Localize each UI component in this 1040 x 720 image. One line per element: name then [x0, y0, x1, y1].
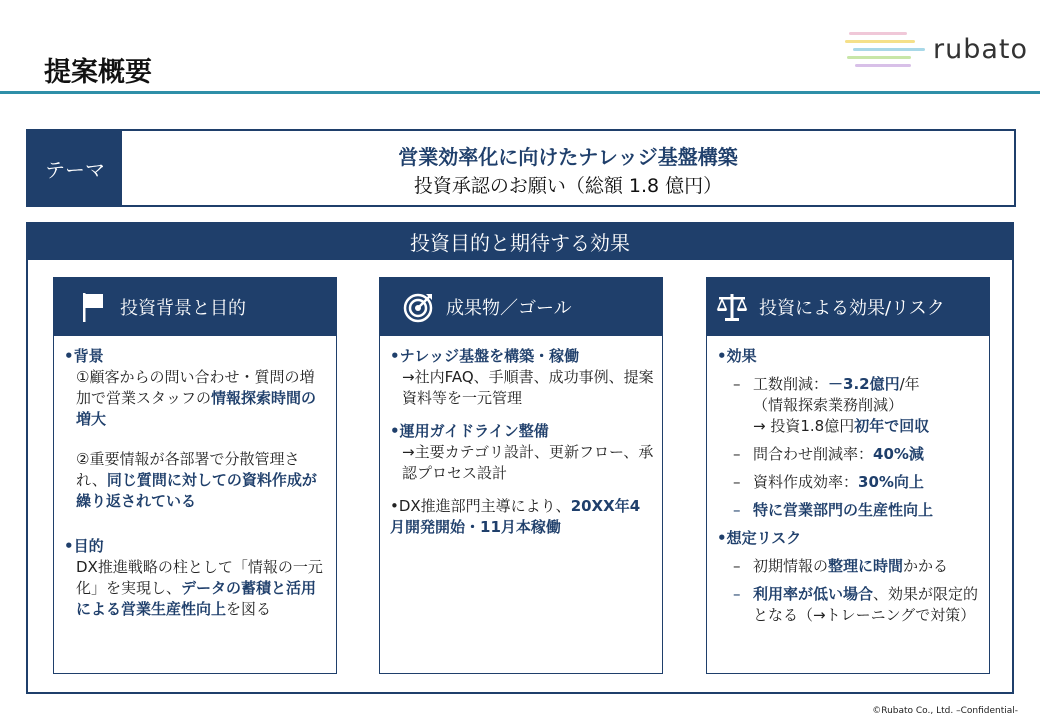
target-icon: [402, 290, 436, 324]
paragraph: [64, 367, 328, 430]
risk-item: [717, 584, 981, 626]
title-divider: [0, 91, 1040, 94]
card-body: [390, 346, 654, 538]
card-body: [64, 346, 328, 620]
text: 、効果が限定的となる（→トレーニングで対策）: [753, 585, 979, 624]
bullet-heading: •効果: [717, 347, 757, 365]
text: /年: [899, 375, 920, 393]
theme-label: テーマ: [28, 131, 122, 205]
paragraph: →主要カテゴリ設計、更新フロー、承認プロセス設計: [402, 443, 654, 482]
text: 資料作成効率：: [753, 473, 859, 491]
emphasis-text: 40%減: [873, 445, 924, 463]
logo-text: rubato: [933, 34, 1029, 65]
card-title: 投資背景と目的: [120, 298, 246, 319]
paragraph: [390, 496, 654, 538]
text: かかる: [903, 557, 949, 575]
text: を図る: [226, 600, 272, 618]
card-header: [380, 278, 662, 336]
section-header: 投資目的と期待する効果: [26, 222, 1014, 260]
logo-lines-icon: [845, 30, 925, 70]
flag-icon: [76, 290, 110, 324]
bullet-heading: •想定リスク: [717, 529, 802, 547]
text: → 投資1.8億円: [753, 417, 855, 435]
emphasis-text: データの蓄積と活用による営業生産性向上: [76, 579, 317, 618]
text: •DX推進部門主導により、: [390, 497, 571, 515]
theme-title: 営業効率化に向けたナレッジ基盤構築: [398, 145, 738, 169]
paragraph: →社内FAQ、手順書、成功事例、提案資料等を一元管理: [402, 368, 654, 407]
text: ①顧客からの問い合わせ・質問の増加で営業スタッフの: [76, 368, 315, 407]
card-deliverables: [379, 277, 663, 674]
text: DX推進戦略の柱として「情報の一元化」を実現し、: [76, 558, 323, 597]
paragraph: [64, 449, 328, 512]
emphasis-text: 20XX年4月開発開始・11月本稼働: [390, 497, 641, 536]
effect-item: [717, 500, 981, 521]
emphasis-text: 利用率が低い場合: [753, 585, 874, 603]
emphasis-text: 30%向上: [858, 473, 924, 491]
text: （情報探索業務削減）: [753, 396, 904, 414]
effect-item: [717, 374, 981, 437]
card-header: [707, 278, 989, 336]
card-title: 成果物／ゴール: [446, 298, 572, 319]
card-effects-risks: [706, 277, 990, 674]
emphasis-text: －3.2億円: [828, 375, 900, 393]
bullet-heading: •背景: [64, 347, 104, 365]
page-title: 提案概要: [44, 57, 152, 88]
bullet-heading: •運用ガイドライン整備: [390, 422, 549, 440]
emphasis-text: 初年で回収: [854, 417, 930, 435]
emphasis-text: 情報探索時間の増大: [76, 389, 317, 428]
card-background-purpose: [53, 277, 337, 674]
bullet-heading: •ナレッジ基盤を構築・稼働: [390, 347, 580, 365]
effect-item: [717, 444, 981, 465]
emphasis-text: 整理に時間: [828, 557, 904, 575]
text: 問合わせ削減率：: [753, 445, 874, 463]
paragraph: [64, 557, 328, 620]
risk-item: [717, 556, 981, 577]
bullet-heading: •目的: [64, 537, 104, 555]
card-body: [717, 346, 981, 626]
text: ②重要情報が各部署で分散管理され、: [76, 450, 300, 489]
card-title: 投資による効果/リスク: [759, 298, 945, 319]
emphasis-text: 特に営業部門の生産性向上: [753, 501, 934, 519]
scale-icon: [715, 290, 749, 324]
company-logo: [845, 28, 1030, 74]
theme-box: [26, 129, 1016, 207]
theme-subtitle: 投資承認のお願い（総額 1.8 億円）: [413, 175, 723, 197]
footer-copyright: ©Rubato Co., Ltd. –Confidential-: [872, 706, 1018, 716]
card-header: [54, 278, 336, 336]
text: 初期情報の: [753, 557, 829, 575]
text: 工数削減：: [753, 375, 829, 393]
emphasis-text: 同じ質問に対しての資料作成が繰り返されている: [76, 471, 317, 510]
effect-item: [717, 472, 981, 493]
